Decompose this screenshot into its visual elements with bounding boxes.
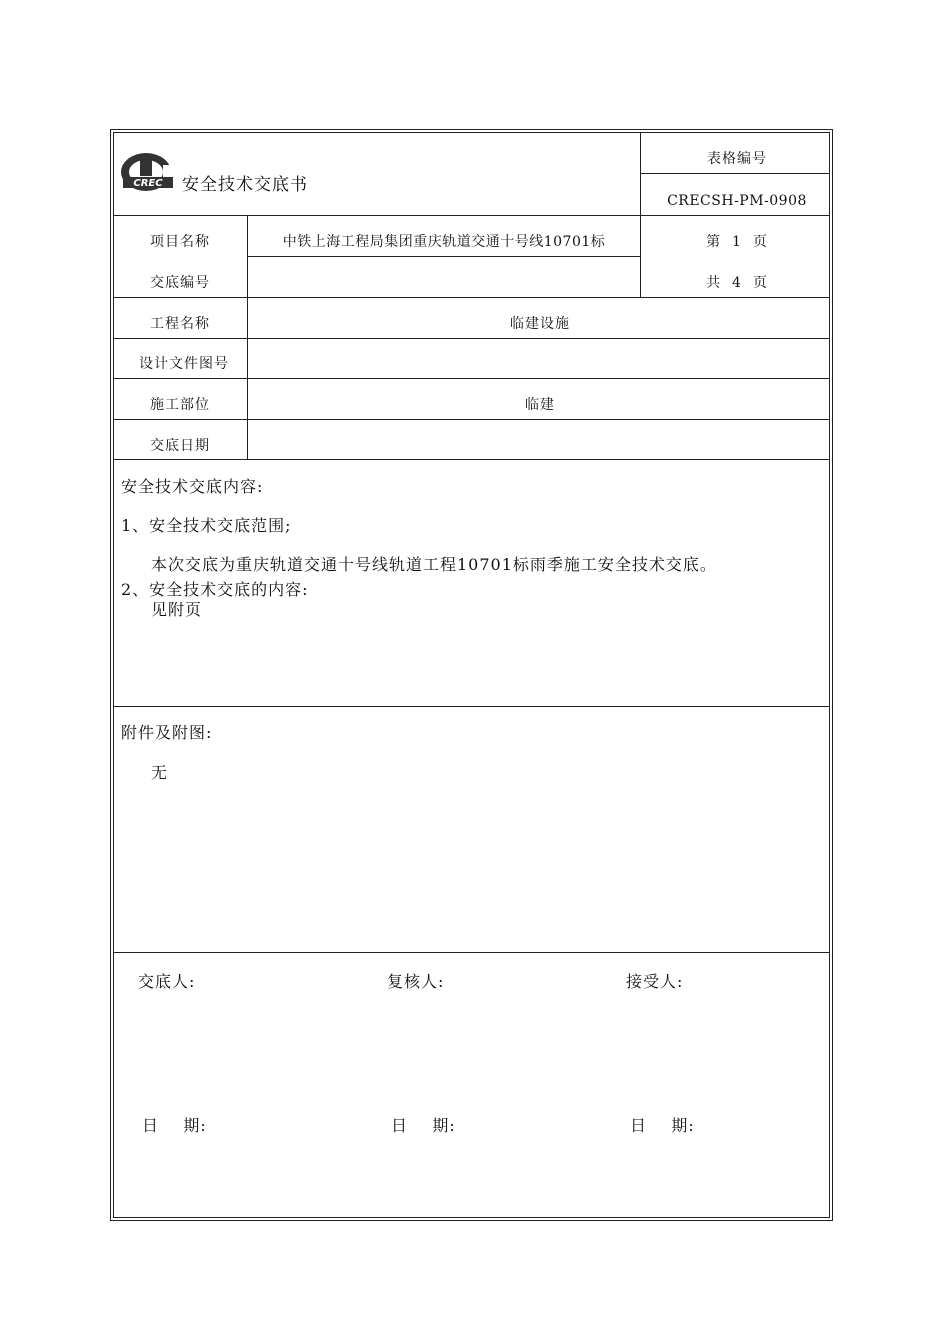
- receiver-label: 接受人:: [626, 972, 684, 991]
- date-label: 交底日期: [150, 438, 210, 454]
- rule-project: [247, 256, 640, 257]
- receiver-date-label: 日 期:: [630, 1116, 695, 1135]
- project-name-label: 项目名称: [150, 234, 210, 250]
- site-label: 施工部位: [150, 397, 210, 413]
- rule-row5: [113, 419, 830, 420]
- content-item1-text: 本次交底为重庆轨道交通十号线轨道工程10701标雨季施工安全技术交底。: [151, 555, 717, 574]
- attachments-heading: 附件及附图:: [121, 723, 213, 742]
- form-number-value: CRECSH-PM-0908: [667, 193, 807, 209]
- attachments-value: 无: [151, 763, 169, 782]
- discloser-label: 交底人:: [138, 972, 196, 991]
- inner-border: [113, 132, 830, 1218]
- rule-row4: [113, 378, 830, 379]
- rule-formno: [640, 173, 830, 174]
- drawing-no-label: 设计文件图号: [139, 356, 229, 372]
- form-number-label: 表格编号: [707, 151, 767, 167]
- disclosure-no-label: 交底编号: [150, 275, 210, 291]
- rule-header-bottom: [113, 215, 830, 216]
- site-value: 临建: [525, 397, 555, 413]
- rule-row3: [113, 338, 830, 339]
- work-name-value: 临建设施: [510, 316, 570, 332]
- vrule-right: [640, 132, 641, 297]
- page-current: 第 1 页: [706, 234, 768, 250]
- content-item2: 2、安全技术交底的内容:: [121, 580, 309, 599]
- page-total: 共 4 页: [706, 275, 768, 291]
- document-title: 安全技术交底书: [182, 175, 308, 195]
- discloser-date-label: 日 期:: [142, 1116, 207, 1135]
- vrule-label: [247, 215, 248, 459]
- svg-text:CREC: CREC: [133, 178, 163, 189]
- reviewer-date-label: 日 期:: [391, 1116, 456, 1135]
- project-name-value: 中铁上海工程局集团重庆轨道交通十号线10701标: [282, 234, 606, 250]
- rule-attachments: [113, 952, 830, 953]
- reviewer-label: 复核人:: [387, 972, 445, 991]
- rule-row6: [113, 459, 830, 460]
- work-name-label: 工程名称: [150, 316, 210, 332]
- rule-content: [113, 706, 830, 707]
- content-heading: 安全技术交底内容:: [121, 477, 264, 496]
- content-item1: 1、安全技术交底范围;: [121, 516, 292, 535]
- rule-row2: [113, 297, 830, 298]
- crec-logo-icon: [119, 150, 181, 194]
- content-item2-text: 见附页: [151, 600, 203, 619]
